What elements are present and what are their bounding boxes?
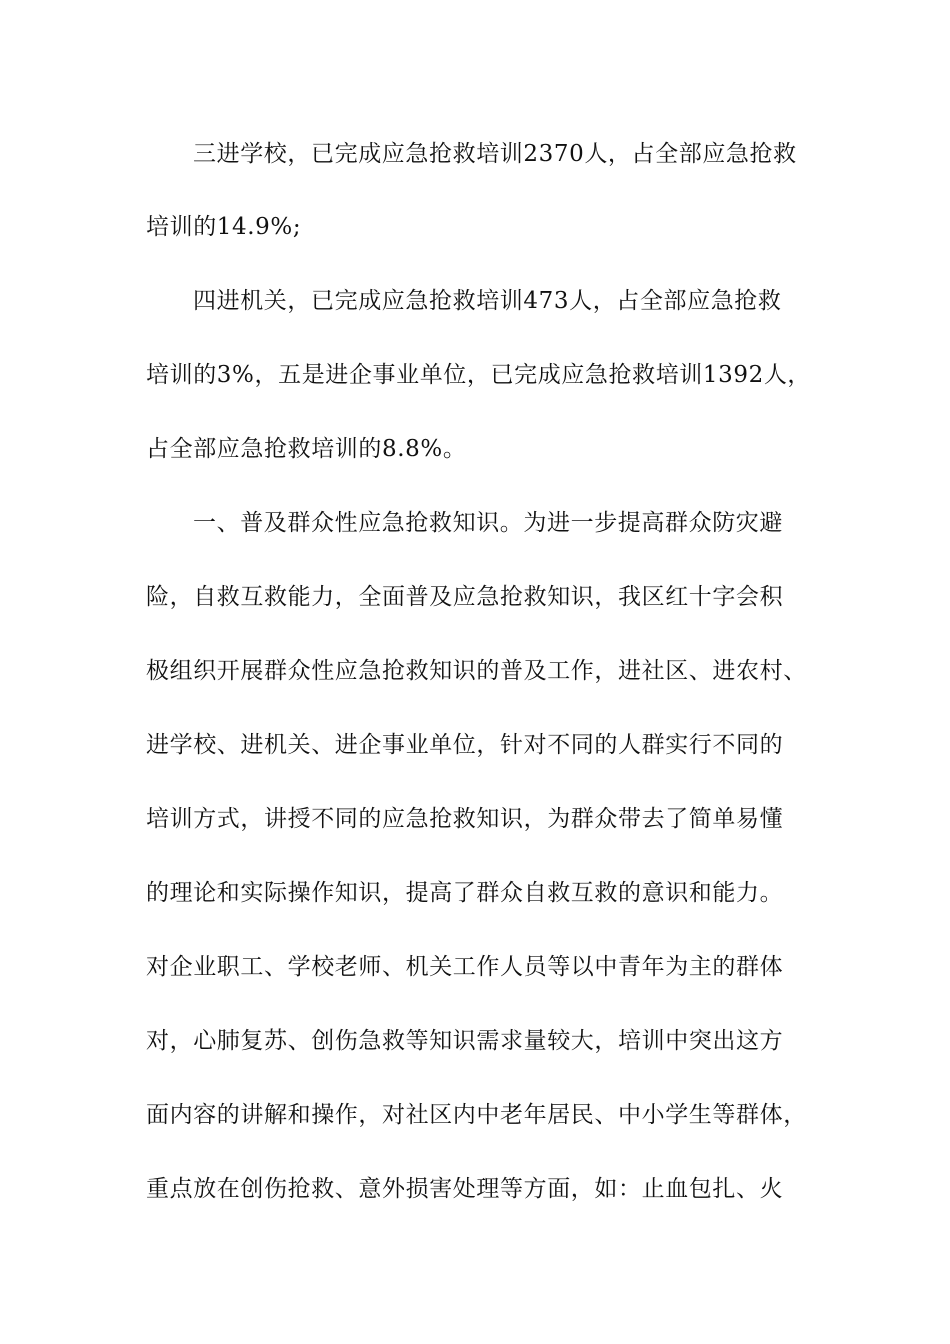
text-line: 的理论和实际操作知识，提高了群众自救互救的意识和能力。 bbox=[146, 880, 784, 906]
text-line: 对，心肺复苏、创伤急救等知识需求量较大，培训中突出这方 bbox=[146, 1028, 784, 1054]
text-line: 培训的14.9%; bbox=[146, 214, 302, 240]
text-line: 四进机关，已完成应急抢救培训473人，占全部应急抢救 bbox=[193, 288, 782, 314]
text-line: 对企业职工、学校老师、机关工作人员等以中青年为主的群体 bbox=[146, 954, 784, 980]
text-line: 进学校、进机关、进企事业单位，针对不同的人群实行不同的 bbox=[146, 732, 784, 758]
text-line: 险，自救互救能力，全面普及应急抢救知识，我区红十字会积 bbox=[146, 584, 784, 610]
text-line: 培训的3%，五是进企事业单位，已完成应急抢救培训1392人， bbox=[146, 362, 812, 388]
text-line: 培训方式，讲授不同的应急抢救知识，为群众带去了简单易懂 bbox=[146, 806, 784, 832]
text-line: 占全部应急抢救培训的8.8%。 bbox=[146, 436, 467, 462]
text-line: 极组织开展群众性应急抢救知识的普及工作，进社区、进农村、 bbox=[146, 658, 807, 684]
text-line: 重点放在创伤抢救、意外损害处理等方面，如：止血包扎、火 bbox=[146, 1176, 784, 1202]
text-line: 面内容的讲解和操作，对社区内中老年居民、中小学生等群体， bbox=[146, 1102, 807, 1128]
text-line: 一、普及群众性应急抢救知识。为进一步提高群众防灾避 bbox=[193, 510, 783, 536]
text-line: 三进学校，已完成应急抢救培训2370人，占全部应急抢救 bbox=[193, 141, 797, 167]
